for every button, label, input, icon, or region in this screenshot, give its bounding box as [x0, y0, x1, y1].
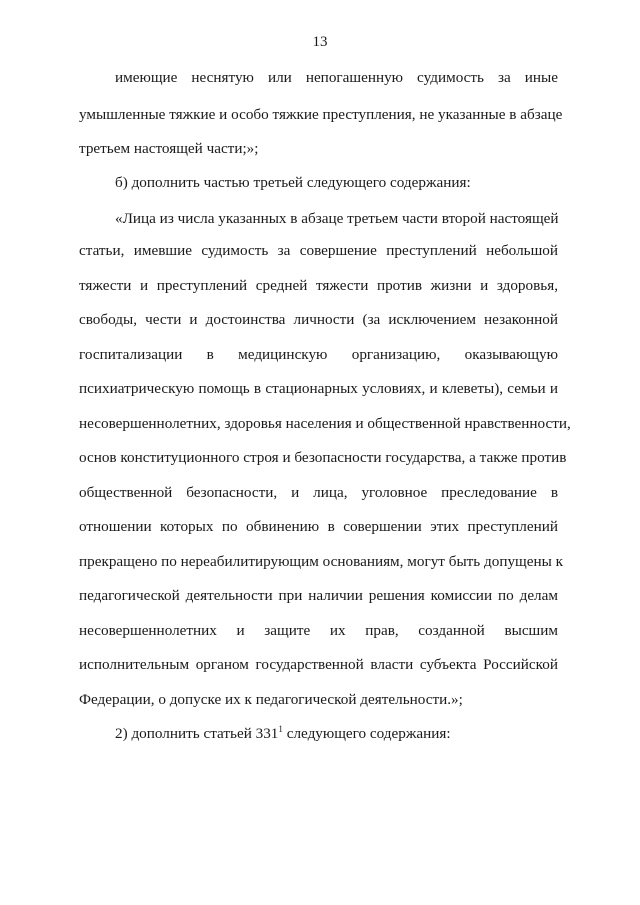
text-line: отношении которых по обвинению в совершении этих преступлений: [79, 518, 558, 535]
text-line: б) дополнить частью третьей следующего содержания:: [115, 174, 471, 191]
article-insertion-tail: следующего содержания:: [282, 725, 451, 742]
text-line: общественной безопасности, и лица, уголовное преследование в: [79, 484, 558, 501]
text-line: «Лица из числа указанных в абзаце третьем части второй настоящей: [115, 210, 559, 227]
text-line: умышленные тяжкие и особо тяжкие преступления, не указанные в абзаце: [79, 106, 563, 123]
text-line: несовершеннолетних и защите их прав, созданной высшим: [79, 622, 558, 639]
text-line: основ конституционного строя и безопасности государства, а также против: [79, 449, 567, 466]
text-line: прекращено по нереабилитирующим основаниям, могут быть допущены к: [79, 553, 563, 570]
text-line: Федерации, о допуске их к педагогической деятельности.»;: [79, 691, 463, 708]
text-line: третьем настоящей части;»;: [79, 140, 259, 157]
text-line: тяжести и преступлений средней тяжести против жизни и здоровья,: [79, 277, 558, 294]
text-line: статьи, имевшие судимость за совершение преступлений небольшой: [79, 242, 558, 259]
text-line: педагогической деятельности при наличии решения комиссии по делам: [79, 587, 558, 604]
text-line: несовершеннолетних, здоровья населения и общественной нравственности,: [79, 415, 571, 432]
page-number: 13: [312, 34, 328, 50]
text-line: имеющие неснятую или непогашенную судимость за иные: [115, 69, 558, 86]
article-insertion-line: [115, 724, 451, 744]
text-line: госпитализации в медицинскую организацию, оказывающую: [79, 346, 558, 363]
text-line: свободы, чести и достоинства личности (за исключением незаконной: [79, 311, 558, 328]
article-insertion-text: 2) дополнить статьей 331: [115, 725, 279, 742]
text-line: психиатрическую помощь в стационарных условиях, и клеветы), семьи и: [79, 380, 558, 397]
text-line: исполнительным органом государственной власти субъекта Российской: [79, 656, 558, 673]
article-number-superscript: 1: [278, 724, 283, 734]
